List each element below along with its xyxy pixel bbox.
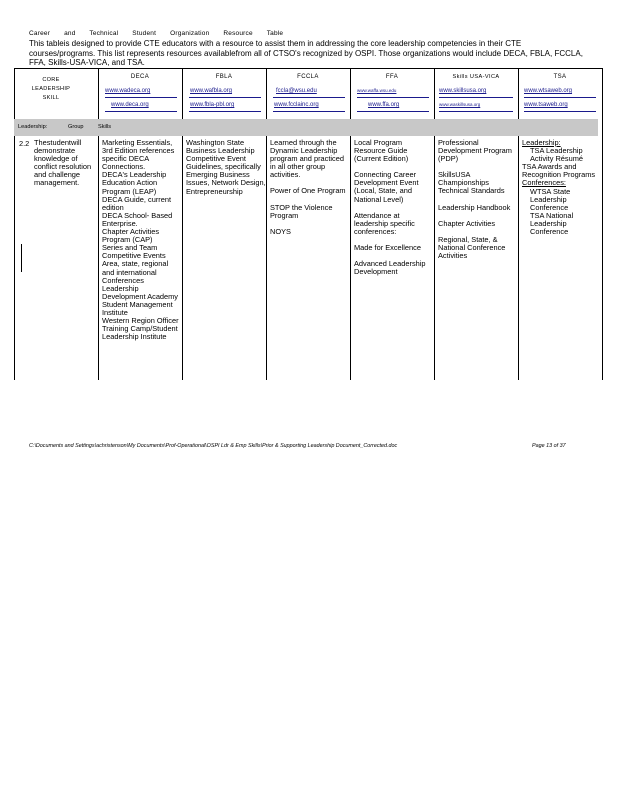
fbla-header: FBLA <box>215 74 233 80</box>
deca-link-underline <box>105 111 177 112</box>
skillsusa-link-underline <box>439 97 513 98</box>
deca-resources <box>102 139 182 341</box>
fbla-link-national[interactable]: www.fbla-pbl.org <box>190 102 235 108</box>
deca-link-state[interactable]: www.wadeca.org <box>105 88 151 94</box>
fbla-link-state[interactable]: www.wafbla.org <box>190 88 233 94</box>
col-border <box>434 68 435 380</box>
fbla-resources: Washington State Business Leadership Competitive Event Guidelines, specifically Emerging Business Issues, Network Design, Entrepreneurship <box>186 138 266 196</box>
ffa-link-underline <box>357 97 429 98</box>
skillsusa-link-state[interactable]: www.waskillsusa.org <box>439 102 481 107</box>
ffa-link-state[interactable]: www.waffa.wsu.edu <box>357 88 397 93</box>
ffa-resources <box>354 139 434 276</box>
skillsusa-link-national[interactable]: www.skillsusa.org <box>439 88 487 94</box>
core-header-line: LEADERSHIP <box>31 86 71 92</box>
core-header-line: SKILL <box>42 95 60 101</box>
tsa-link-national[interactable]: www.tsaweb.org <box>524 102 568 108</box>
deca-item: DECA's Leadership Education Action Program (LEAP) <box>102 170 167 196</box>
fccla-header: FCCLA <box>297 74 319 80</box>
change-bar <box>21 244 22 272</box>
col-border <box>602 68 603 380</box>
ffa-item: Attendance at leadership specific conferences: <box>354 210 415 236</box>
tsa-item: WTSA State Leadership Conference <box>530 186 571 212</box>
core-header-line: CORE <box>42 77 60 83</box>
fccla-item: STOP the Violence Program <box>270 202 333 220</box>
skillsusa-item: Professional Development Program (PDP) <box>438 138 512 164</box>
fbla-link-underline <box>189 97 261 98</box>
tsa-item: TSA National Leadership Conference <box>530 210 574 237</box>
fbla-link-underline <box>189 111 261 112</box>
table-top-border <box>14 68 603 69</box>
skillsusa-header: Skills USA-VICA <box>452 74 500 80</box>
intro-paragraph: This tableis designed to provide CTE educators with a resource to assist them in addressing the core leadership competencies in their CTE courses/programs. This list represents resources availablefrom all of CTSO's recognized by OSPI. Those organizations would include DECA, FBLA, FCCLA, FFA, Skills-USA-VICA, and TSA. <box>29 39 583 68</box>
deca-item: Chapter Activities Program (CAP) <box>102 227 160 245</box>
col-border <box>182 68 183 380</box>
tsa-link-underline <box>524 111 596 112</box>
ffa-item: Advanced Leadership Development <box>354 259 426 277</box>
deca-link-national[interactable]: www.deca.org <box>111 102 149 108</box>
ffa-item: Local Program Resource Guide (Current Edition) <box>354 138 409 164</box>
skill-description: Thestudentwill demonstrate knowledge of conflict resolution and challenge management. <box>34 138 92 188</box>
tsa-link-state[interactable]: www.wtsaweb.org <box>524 88 573 94</box>
document-title: Career and Technical Student Organization Resource Table <box>29 30 284 37</box>
col-border <box>266 68 267 380</box>
tsa-link-underline <box>524 97 596 98</box>
ffa-link-national[interactable]: www.ffa.org <box>368 102 400 108</box>
skillsusa-item: Regional, State, & National Conference Activities <box>438 234 506 260</box>
fccla-item: Learned through the Dynamic Leadership program and practiced in all other group activities. <box>270 138 344 180</box>
fccla-link-national[interactable]: www.fcclainc.org <box>274 102 319 108</box>
skillsusa-resources <box>438 139 518 260</box>
page-number: Page 13 of 37 <box>532 443 566 449</box>
deca-item: Series and Team Competitive Events <box>102 243 166 261</box>
fccla-link-underline <box>273 111 345 112</box>
ffa-item: Connecting Career Development Event (Local, State, and National Level) <box>354 170 419 204</box>
col-border <box>518 68 519 380</box>
tsa-heading: Leadership: <box>522 138 561 147</box>
deca-item: Area, state, regional and international Conferences <box>102 259 169 285</box>
skillsusa-item: Leadership Handbook <box>438 202 511 212</box>
resource-table <box>14 68 603 380</box>
tsa-item: TSA Awards and Recognition Programs <box>522 162 596 180</box>
section-label: Leadership: <box>18 124 48 130</box>
section-label: Group <box>68 124 84 130</box>
ffa-link-underline <box>357 111 429 112</box>
tsa-heading: Conferences: <box>522 178 566 188</box>
deca-item: Student Management Institute <box>102 299 173 317</box>
fccla-link-state[interactable]: fccla@wsu.edu <box>276 88 317 94</box>
deca-link-underline <box>105 97 177 98</box>
deca-item: Marketing Essentials, 3rd Edition references specific DECA Connections. <box>102 138 175 172</box>
fccla-item: Power of One Program <box>270 186 346 196</box>
col-border <box>350 68 351 380</box>
fccla-resources <box>270 139 350 236</box>
section-band <box>14 119 598 136</box>
ffa-header: FFA <box>385 74 399 80</box>
tsa-resources <box>522 139 602 236</box>
col-border <box>98 68 99 380</box>
section-label: Skills <box>98 124 112 130</box>
deca-item: DECA Guide, current edition <box>102 194 172 212</box>
deca-header: DECA <box>130 74 150 80</box>
fccla-link-underline <box>273 97 345 98</box>
skillsusa-item: SkillsUSA Championships Technical Standards <box>438 170 505 196</box>
tsa-header: TSA <box>553 74 567 80</box>
deca-item: Western Region Officer Training Camp/Student Leadership Institute <box>102 316 179 342</box>
footer-file-path: C:\Documents and Settings\achristenson\My Documents\Prof-Operational\OSPI Ldr & Emp Skills\Prior & Supporting Leadership Document_Corrected.doc <box>29 443 398 449</box>
ffa-item: Made for Excellence <box>354 242 421 252</box>
tsa-item: TSA Leadership Activity Résumé <box>530 146 583 164</box>
skillsusa-item: Chapter Activities <box>438 218 496 228</box>
skillsusa-link-underline <box>439 111 513 112</box>
col-border <box>14 68 15 380</box>
deca-item: Leadership Development Academy <box>102 283 178 301</box>
skill-number: 2.2 <box>19 139 30 148</box>
fccla-item: NOYS <box>270 226 291 236</box>
deca-item: DECA School- Based Enterprise. <box>102 210 173 228</box>
core-skill-header <box>14 76 88 103</box>
